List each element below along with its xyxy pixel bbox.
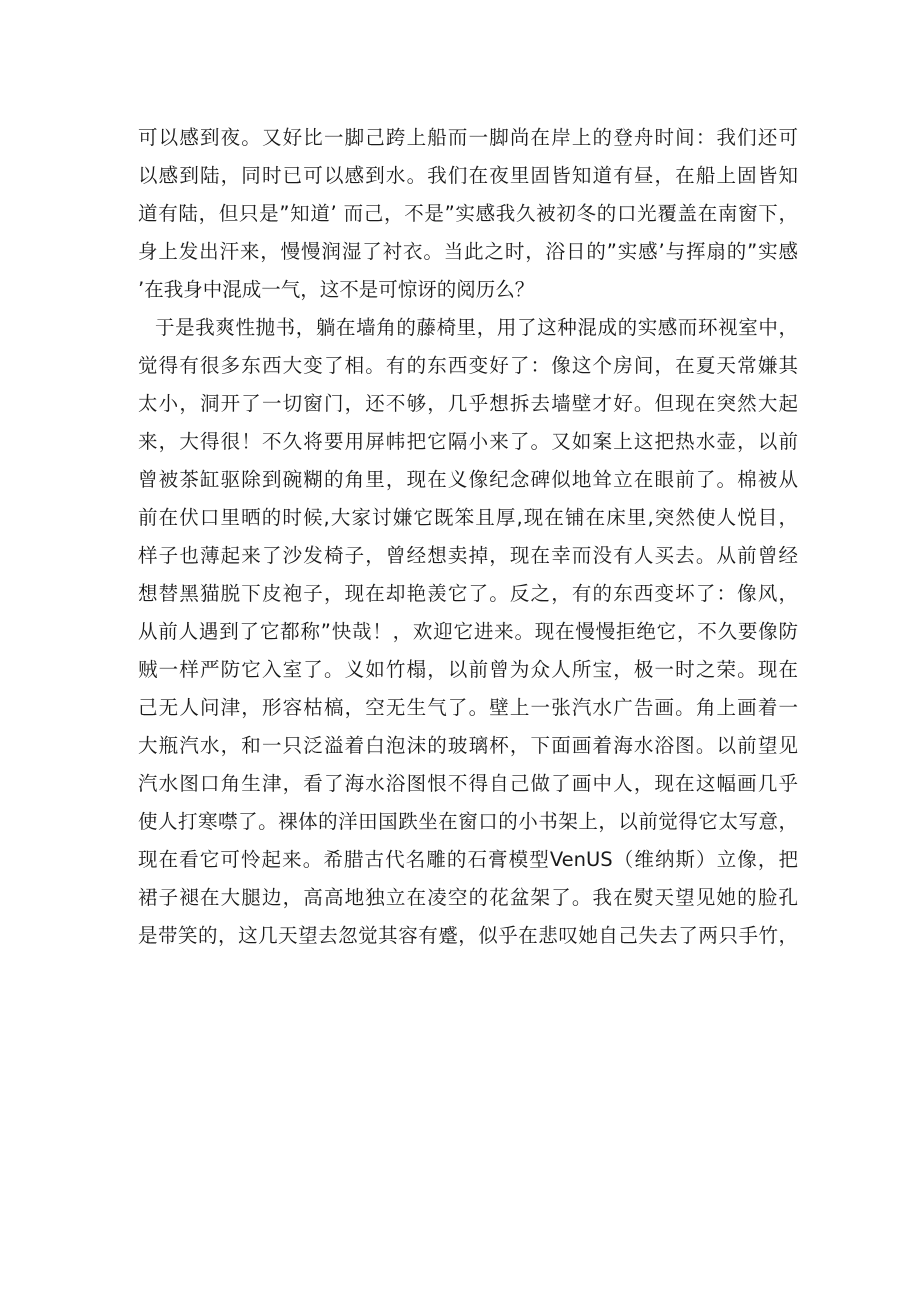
text-line: 是带笑的，这几天望去忽觉其容有蹙，似乎在悲叹她自己失去了两只手竹， [138,924,798,947]
text-line: 汽水图口角生津，看了海水浴图恨不得自己做了画中人，现在这幅画几乎 [138,772,798,795]
text-line: ’在我身中混成一气，这不是可惊讶的阅历么？ [138,278,535,301]
text-line: 来，大得很！不久将要用屏帏把它隔小来了。又如案上这把热水壶，以前 [138,430,798,453]
text-line: 现在看它可怜起来。希腊古代名雕的石膏模型VenUS（维纳斯）立像，把 [138,848,798,871]
text-line: 样子也薄起来了沙发椅子，曾经想卖掉，现在幸而没有人买去。从前曾经 [138,544,798,567]
text-line: 身上发出汗来，慢慢润湿了衬衣。当此之时，浴日的”实感’与挥扇的”实感 [138,240,798,263]
text-line: 前在伏口里晒的时候,大家讨嫌它既笨且厚,现在铺在床里,突然使人悦目， [138,506,798,529]
text-line: 于是我爽性抛书，躺在墙角的藤椅里，用了这种混成的实感而环视室中， [155,316,798,339]
text-line: 想替黑猫脱下皮袍子，现在却艳羡它了。反之，有的东西变坏了：像风， [138,582,798,605]
text-line: 贼一样严防它入室了。义如竹榻，以前曾为众人所宝，极一时之荣。现在 [138,658,798,681]
body-text [138,119,798,955]
text-line: 可以感到夜。又好比一脚己跨上船而一脚尚在岸上的登舟时间：我们还可 [138,126,798,149]
text-line: 从前人遇到了它都称”快哉！，欢迎它进来。现在慢慢拒绝它，不久要像防 [138,620,798,643]
text-line: 使人打寒噤了。裸体的洋田国跌坐在窗口的小书架上，以前觉得它太写意， [138,810,798,833]
text-line: 太小，洞开了一切窗门，还不够，几乎想拆去墙壁才好。但现在突然大起 [138,392,798,415]
text-line: 己无人问津，形容枯槁，空无生气了。壁上一张汽水广告画。角上画着一 [138,696,798,719]
text-line: 道有陆，但只是”知道’ 而己，不是”实感我久被初冬的口光覆盖在南窗下， [138,202,798,225]
text-line: 裙子褪在大腿边，高高地独立在凌空的花盆架了。我在熨天望见她的脸孔 [138,886,798,909]
text-line: 大瓶汽水，和一只泛溢着白泡沫的玻璃杯，下面画着海水浴图。以前望见 [138,734,798,757]
text-line: 曾被茶缸驱除到碗糊的角里，现在义像纪念碑似地耸立在眼前了。棉被从 [138,468,798,491]
text-line: 以感到陆，同时已可以感到水。我们在夜里固皆知道有昼，在船上固皆知 [138,164,798,187]
text-line: 觉得有很多东西大变了相。有的东西变好了：像这个房间，在夏天常嫌其 [138,354,798,377]
